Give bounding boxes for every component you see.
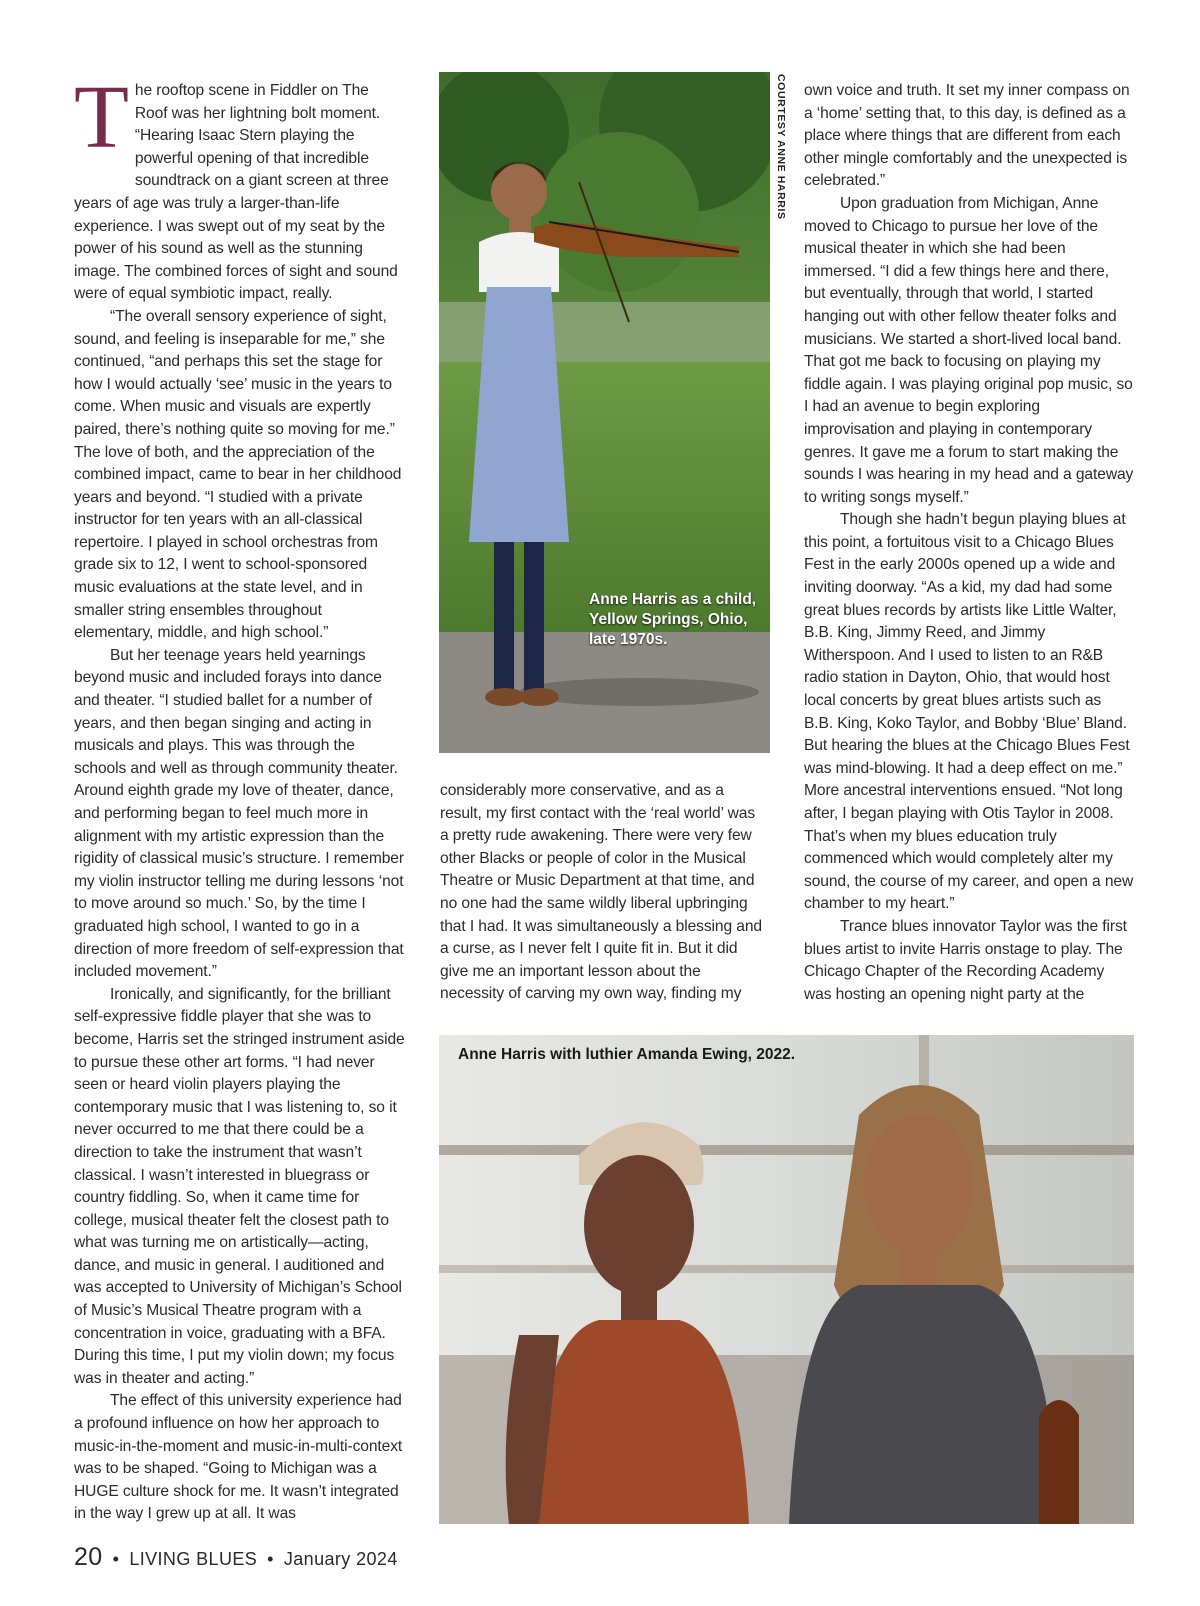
magazine-name: LIVING BLUES: [129, 1549, 258, 1569]
photo-harris-ewing: [439, 1035, 1134, 1524]
bullet-separator: •: [267, 1549, 274, 1569]
photo-harris-ewing-image: [439, 1035, 1134, 1524]
paragraph: Upon graduation from Michigan, Anne moved to Chicago to pursue her love of the musical theater in which she had been immersed. “I did a few things here and there, but eventually, through that world, I started hanging out with other fellow theater folks and musicians. We started a short-lived local band. That got me back to focusing on playing my fiddle again. I was playing original pop music, so I had an avenue to begin exploring improvisation and playing in contemporary genres. It gave me a forum to start making the sounds I was hearing in my head and a gateway to writing songs myself.”: [804, 194, 1134, 506]
article-column-3: [804, 80, 1134, 1006]
issue-date: January 2024: [283, 1549, 398, 1569]
photo-caption: Anne Harris as a child, Yellow Springs, Ohio, late 1970s.: [589, 591, 757, 648]
paragraph: Ironically, and significantly, for the brilliant self-expressive fiddle player that she was to become, Harris set the stringed instrument aside to pursue these other art forms. “I had never seen or heard violin players playing the contemporary music that I was listening to, so it never occurred to me that there could be a direction to take the instrument that wasn’t classical. I wasn’t interested in bluegrass or country fiddling. So, when it came time for college, musical theater felt the closest path to what was turning me on artistically—acting, dance, and music in general. I auditioned and was accepted to University of Michigan’s School of Music’s Musical Theatre program with a concentration in voice, graduating with a BFA. During this time, I put my violin down; my focus was in theater and acting.”: [74, 985, 405, 1387]
photo-child-violin: [439, 72, 770, 753]
paragraph: he rooftop scene in Fiddler on The Roof was her lightning bolt moment. “Hearing Isaac Stern playing the powerful opening of that incredible soundtrack on a giant screen at three years of age was truly a larger-than-life experience. I was swept out of my seat by the power of his sound as well as the stunning image. The combined forces of sight and sound were of equal symbiotic impact, really.: [74, 82, 398, 303]
photo-caption: Anne Harris with luthier Amanda Ewing, 2022.: [458, 1046, 796, 1063]
paragraph: The effect of this university experience had a profound influence on how her approach to music-in-the-moment and music-in-multi-context was to be shaped. “Going to Michigan was a HUGE culture shock for me. It wasn’t integrated in the way I grew up at all. It was: [74, 1392, 403, 1523]
photo-credit: COURTESY ANNE HARRIS: [775, 74, 787, 220]
paragraph: “The overall sensory experience of sight, sound, and feeling is inseparable for me,” she continued, “and perhaps this set the stage for how I would actually ‘see’ music in the years to come. When music and visuals are expertly paired, there’s nothing quite so moving for me.” The love of both, and the appreciation of the combined impact, came to bear in her childhood years and beyond. “I studied with a private instructor for ten years with an all-classical repertoire. I played in school orchestras from grade six to 12, I went to school-sponsored music evaluations at the state level, and in smaller string ensembles throughout elementary, middle, and high school.”: [74, 307, 402, 642]
photo-child-violin-image: [439, 72, 770, 753]
page-number: 20: [74, 1543, 103, 1571]
paragraph: Though she hadn’t begun playing blues at this point, a fortuitous visit to a Chicago Blues Fest in the early 2000s opened up a wide and inviting doorway. “As a kid, my dad had some great blues records by artists like Little Walter, B.B. King, Jimmy Reed, and Jimmy Witherspoon. And I used to listen to an R&B radio station in Dayton, Ohio, that would host local concerts by great blues artists such as B.B. King, Koko Taylor, and Bobby ‘Blue’ Bland. But hearing the blues at the Chicago Blues Fest was mind-blowing. It had a deep effect on me.” More ancestral interventions ensued. “Not long after, I began playing with Otis Taylor in 2008. That’s when my blues education truly commenced which would completely alter my sound, the course of my career, and open a new chamber to my heart.”: [804, 511, 1134, 913]
paragraph: considerably more conservative, and as a result, my first contact with the ‘real world’ was a pretty rude awakening. There were very few other Blacks or people of color in the Musical Theatre or Music Department at that time, and no one had the same wildly liberal upbringing that I had. It was simultaneously a blessing and a curse, as I never felt I quite fit in. But it did give me an important lesson about the necessity of carving my own way, finding my: [440, 782, 762, 1003]
page-footer: [74, 1543, 398, 1572]
drop-cap: T: [74, 68, 129, 167]
paragraph: own voice and truth. It set my inner compass on a ‘home’ setting that, to this day, is defined as a place where things that are different from each other mingle comfortably and the unexpected is celebrated.”: [804, 82, 1130, 190]
article-column-1: [74, 68, 405, 1526]
bullet-separator: •: [112, 1549, 120, 1569]
paragraph: Trance blues innovator Taylor was the first blues artist to invite Harris onstage to play. The Chicago Chapter of the Recording Academy was hosting an opening night party at the: [804, 917, 1127, 1003]
paragraph: But her teenage years held yearnings beyond music and included forays into dance and theater. “I studied ballet for a number of years, and then began singing and acting in musicals and plays. This was through the schools and well as through community theater. Around eighth grade my love of theater, dance, and performing began to feel much more in alignment with my artistic expression than the rigidity of classical music’s structure. I remember my violin instructor telling me during lessons ‘not to move around so much.’ So, by the time I graduated high school, I wanted to go in a direction of more freedom of self-expression that included movement.”: [74, 646, 404, 981]
article-column-2: [440, 780, 766, 1006]
